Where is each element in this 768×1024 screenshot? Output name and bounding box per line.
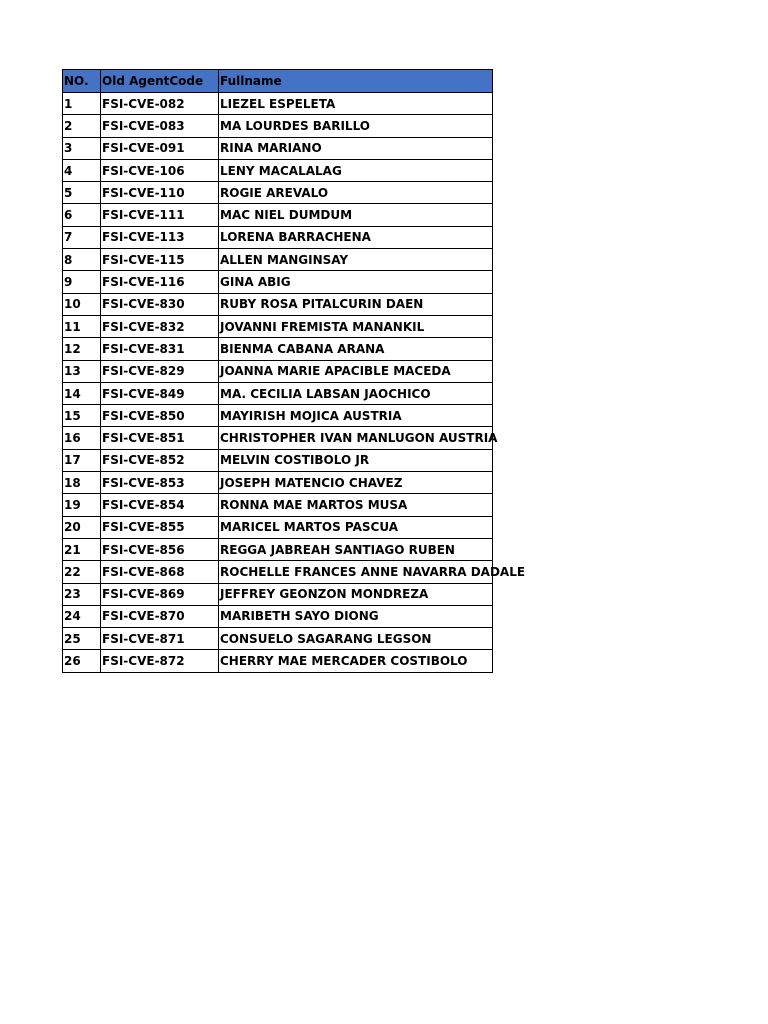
cell-no: 11	[63, 315, 101, 337]
cell-no: 14	[63, 382, 101, 404]
cell-no: 1	[63, 93, 101, 115]
cell-fullname: RUBY ROSA PITALCURIN DAEN	[219, 293, 493, 315]
table-row	[63, 494, 493, 516]
cell-no: 21	[63, 538, 101, 560]
cell-no: 22	[63, 561, 101, 583]
cell-fullname: JEFFREY GEONZON MONDREZA	[219, 583, 493, 605]
cell-no: 13	[63, 360, 101, 382]
cell-fullname: RINA MARIANO	[219, 137, 493, 159]
cell-old-agentcode: FSI-CVE-115	[101, 249, 219, 271]
cell-old-agentcode: FSI-CVE-851	[101, 427, 219, 449]
cell-fullname: MA. CECILIA LABSAN JAOCHICO	[219, 382, 493, 404]
cell-no: 6	[63, 204, 101, 226]
table-row	[63, 382, 493, 404]
cell-fullname: MAYIRISH MOJICA AUSTRIA	[219, 405, 493, 427]
cell-fullname: JOANNA MARIE APACIBLE MACEDA	[219, 360, 493, 382]
table-row	[63, 405, 493, 427]
cell-old-agentcode: FSI-CVE-872	[101, 650, 219, 672]
cell-fullname: ROGIE AREVALO	[219, 182, 493, 204]
table-row	[63, 204, 493, 226]
cell-old-agentcode: FSI-CVE-091	[101, 137, 219, 159]
cell-old-agentcode: FSI-CVE-110	[101, 182, 219, 204]
cell-fullname: RONNA MAE MARTOS MUSA	[219, 494, 493, 516]
column-header-no: NO.	[63, 70, 101, 93]
cell-fullname: CHERRY MAE MERCADER COSTIBOLO	[219, 650, 493, 672]
cell-no: 2	[63, 115, 101, 137]
cell-old-agentcode: FSI-CVE-849	[101, 382, 219, 404]
table-row	[63, 271, 493, 293]
cell-fullname: LORENA BARRACHENA	[219, 226, 493, 248]
cell-fullname: MARIBETH SAYO DIONG	[219, 605, 493, 627]
agent-table	[62, 69, 526, 673]
table-body	[63, 93, 526, 673]
column-header-fullname: Fullname	[219, 70, 493, 93]
cell-fullname: CHRISTOPHER IVAN MANLUGON AUSTRIA	[219, 427, 493, 449]
cell-fullname: MELVIN COSTIBOLO JR	[219, 449, 493, 471]
table-row	[63, 561, 493, 583]
cell-fullname: JOVANNI FREMISTA MANANKIL	[219, 315, 493, 337]
column-header-old-agentcode: Old AgentCode	[101, 70, 219, 93]
cell-old-agentcode: FSI-CVE-082	[101, 93, 219, 115]
cell-fullname: LENY MACALALAG	[219, 159, 493, 181]
table-row	[63, 516, 493, 538]
cell-no: 10	[63, 293, 101, 315]
table-row	[63, 605, 493, 627]
cell-no: 12	[63, 338, 101, 360]
cell-old-agentcode: FSI-CVE-869	[101, 583, 219, 605]
table-row	[63, 338, 493, 360]
cell-old-agentcode: FSI-CVE-829	[101, 360, 219, 382]
cell-old-agentcode: FSI-CVE-871	[101, 628, 219, 650]
table-row	[63, 249, 493, 271]
cell-fullname: REGGA JABREAH SANTIAGO RUBEN	[219, 538, 493, 560]
table-row	[63, 115, 493, 137]
cell-fullname: MA LOURDES BARILLO	[219, 115, 493, 137]
cell-no: 5	[63, 182, 101, 204]
cell-fullname: CONSUELO SAGARANG LEGSON	[219, 628, 493, 650]
cell-no: 25	[63, 628, 101, 650]
cell-old-agentcode: FSI-CVE-852	[101, 449, 219, 471]
table-row	[63, 449, 493, 471]
cell-fullname: JOSEPH MATENCIO CHAVEZ	[219, 472, 493, 494]
table-row	[63, 293, 493, 315]
cell-old-agentcode: FSI-CVE-853	[101, 472, 219, 494]
cell-no: 20	[63, 516, 101, 538]
cell-fullname: LIEZEL ESPELETA	[219, 93, 493, 115]
cell-fullname: BIENMA CABANA ARANA	[219, 338, 493, 360]
cell-old-agentcode: FSI-CVE-111	[101, 204, 219, 226]
cell-no: 23	[63, 583, 101, 605]
cell-no: 18	[63, 472, 101, 494]
table-row	[63, 93, 493, 115]
table-row	[63, 182, 493, 204]
cell-old-agentcode: FSI-CVE-856	[101, 538, 219, 560]
cell-old-agentcode: FSI-CVE-113	[101, 226, 219, 248]
table-row	[63, 583, 493, 605]
cell-old-agentcode: FSI-CVE-106	[101, 159, 219, 181]
cell-no: 3	[63, 137, 101, 159]
cell-no: 16	[63, 427, 101, 449]
cell-old-agentcode: FSI-CVE-870	[101, 605, 219, 627]
cell-no: 17	[63, 449, 101, 471]
table-row	[63, 226, 493, 248]
cell-no: 7	[63, 226, 101, 248]
table-row	[63, 472, 493, 494]
table-row	[63, 538, 493, 560]
cell-old-agentcode: FSI-CVE-832	[101, 315, 219, 337]
table-row	[63, 159, 493, 181]
table-row	[63, 650, 493, 672]
header-row	[63, 70, 493, 93]
table-row	[63, 427, 493, 449]
table-row	[63, 628, 493, 650]
cell-fullname: ROCHELLE FRANCES ANNE NAVARRA DADALE	[219, 561, 493, 583]
table-header	[63, 70, 493, 93]
cell-no: 8	[63, 249, 101, 271]
cell-fullname: MARICEL MARTOS PASCUA	[219, 516, 493, 538]
table-row	[63, 137, 493, 159]
cell-old-agentcode: FSI-CVE-855	[101, 516, 219, 538]
cell-no: 9	[63, 271, 101, 293]
cell-no: 4	[63, 159, 101, 181]
cell-old-agentcode: FSI-CVE-083	[101, 115, 219, 137]
cell-fullname: MAC NIEL DUMDUM	[219, 204, 493, 226]
cell-no: 26	[63, 650, 101, 672]
table-row	[63, 315, 493, 337]
cell-old-agentcode: FSI-CVE-830	[101, 293, 219, 315]
cell-fullname: GINA ABIG	[219, 271, 493, 293]
cell-no: 19	[63, 494, 101, 516]
cell-old-agentcode: FSI-CVE-854	[101, 494, 219, 516]
cell-fullname: ALLEN MANGINSAY	[219, 249, 493, 271]
cell-old-agentcode: FSI-CVE-116	[101, 271, 219, 293]
cell-no: 24	[63, 605, 101, 627]
table-row	[63, 360, 493, 382]
cell-no: 15	[63, 405, 101, 427]
cell-old-agentcode: FSI-CVE-868	[101, 561, 219, 583]
cell-old-agentcode: FSI-CVE-831	[101, 338, 219, 360]
cell-old-agentcode: FSI-CVE-850	[101, 405, 219, 427]
